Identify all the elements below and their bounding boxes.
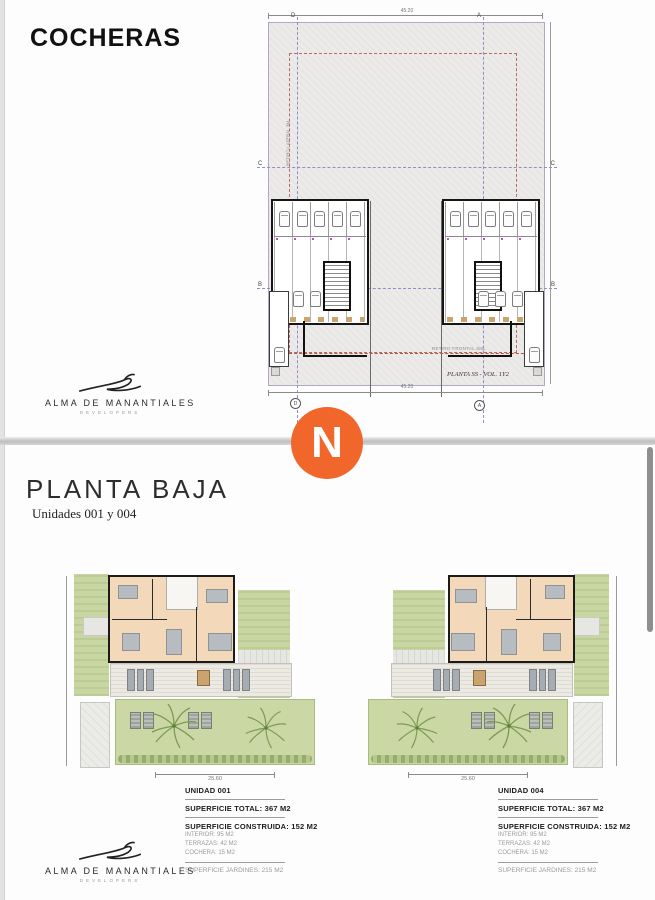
dining-set bbox=[127, 669, 154, 691]
dim-bottom-label: 45.20 bbox=[400, 384, 414, 390]
logo-name: ALMA DE MANANTIALES bbox=[45, 398, 196, 408]
car-icon bbox=[450, 211, 461, 227]
axis-bubble-d: D bbox=[290, 398, 301, 409]
separator bbox=[185, 862, 285, 863]
unit-004-summary bbox=[498, 786, 633, 874]
car-icon bbox=[478, 291, 489, 307]
separator bbox=[185, 817, 285, 818]
palm-tree-icon bbox=[485, 702, 533, 750]
unit-built: SUPERFICIE CONSTRUIDA: 152 M2 bbox=[498, 822, 631, 831]
axis-label-a-top: A bbox=[477, 13, 482, 19]
separator bbox=[498, 799, 598, 800]
unit-terraces: TERRAZAS: 42 M2 bbox=[498, 841, 551, 847]
car-icon bbox=[495, 291, 506, 307]
roof-patch bbox=[166, 577, 198, 610]
logo-swirl-icon bbox=[75, 370, 145, 396]
axis-label-b-left: B bbox=[258, 282, 263, 288]
unit-interior: INTERIOR: 95 M2 bbox=[498, 832, 547, 838]
furniture bbox=[122, 633, 140, 651]
driveway-paving bbox=[80, 702, 110, 768]
floorplan-unit-001 bbox=[60, 562, 315, 794]
brand-n-letter: N bbox=[311, 418, 343, 467]
separator bbox=[498, 862, 598, 863]
front-setback-label: RETIRO FRONTAL 5ML bbox=[431, 346, 487, 351]
car-icon bbox=[310, 291, 321, 307]
unit-001-summary bbox=[185, 786, 320, 874]
plan-caption: PLANTA SS - VOL. 1Y2 bbox=[447, 371, 509, 378]
car-icon bbox=[485, 211, 496, 227]
corner-mark bbox=[271, 367, 280, 376]
floorplan-unit-004 bbox=[368, 562, 623, 794]
unit-gardens: SUPERFICIE JARDINES: 215 M2 bbox=[498, 867, 597, 874]
separator bbox=[498, 817, 598, 818]
stall-row bbox=[274, 202, 366, 237]
page2-subtitle: Unidades 001 y 004 bbox=[32, 506, 137, 521]
interior-wall bbox=[112, 619, 167, 620]
plan-dim-label: 25.60 bbox=[461, 776, 475, 782]
ramp-edge-left bbox=[370, 201, 371, 397]
scrollbar-thumb[interactable] bbox=[647, 447, 653, 632]
dim-right-line bbox=[550, 22, 551, 384]
dim-bottom-line bbox=[268, 392, 543, 393]
unit-garage: COCHERA: 15 M2 bbox=[185, 850, 236, 856]
plan-vdim bbox=[66, 576, 67, 766]
palm-tree-icon bbox=[395, 706, 439, 750]
entry-path bbox=[83, 617, 110, 636]
furniture bbox=[166, 629, 182, 655]
plan-dim-line bbox=[155, 774, 275, 775]
ramp-edge-right bbox=[441, 201, 442, 397]
page1-title: COCHERAS bbox=[30, 24, 182, 52]
logo-name: ALMA DE MANANTIALES bbox=[45, 866, 196, 876]
car-icon bbox=[468, 211, 479, 227]
unit-interior: INTERIOR: 95 M2 bbox=[185, 832, 234, 838]
dining-set bbox=[223, 669, 250, 691]
dim-top-line bbox=[268, 15, 543, 16]
unit-name: UNIDAD 004 bbox=[498, 786, 544, 795]
corner-mark bbox=[533, 367, 542, 376]
palm-tree-icon bbox=[150, 702, 198, 750]
plan-dim-label: 25.60 bbox=[208, 776, 222, 782]
unit-total: SUPERFICIE TOTAL: 367 M2 bbox=[498, 804, 604, 813]
car-icon bbox=[350, 211, 361, 227]
unit-garage: COCHERA: 15 M2 bbox=[498, 850, 549, 856]
side-parking-left bbox=[269, 291, 289, 367]
car-icon bbox=[512, 291, 523, 307]
logo-swirl-icon bbox=[75, 838, 145, 864]
terrace-wall-left bbox=[303, 321, 367, 357]
developer-logo bbox=[45, 370, 196, 415]
lot-area bbox=[258, 13, 555, 386]
car-icon bbox=[332, 211, 343, 227]
furniture bbox=[208, 633, 232, 651]
lawn bbox=[115, 699, 315, 765]
hedge bbox=[118, 755, 312, 763]
grill-table bbox=[197, 670, 210, 686]
stall-row bbox=[445, 202, 537, 237]
lounge-chair bbox=[201, 712, 212, 729]
car-icon bbox=[293, 291, 304, 307]
brand-n-badge bbox=[291, 407, 363, 479]
terrace-wall-right bbox=[448, 321, 512, 357]
developer-logo bbox=[45, 838, 196, 883]
logo-tagline: DEVELOPERS bbox=[79, 878, 141, 883]
axis-bubble-a: A bbox=[474, 400, 485, 411]
terrace-deck bbox=[110, 663, 292, 697]
cocheras-plan bbox=[258, 8, 555, 409]
car-icon bbox=[503, 211, 514, 227]
car-icon bbox=[314, 211, 325, 227]
page2-title: PLANTA BAJA bbox=[26, 474, 230, 504]
unit-name: UNIDAD 001 bbox=[185, 786, 231, 795]
unit-terraces: TERRAZAS: 42 M2 bbox=[185, 841, 238, 847]
lateral-setback-label: RETIRO LATERAL 3M bbox=[285, 120, 291, 167]
interior-wall bbox=[152, 579, 153, 619]
dim-top-label: 45.20 bbox=[400, 8, 414, 14]
car-icon bbox=[521, 211, 532, 227]
page-left-edge bbox=[0, 0, 5, 900]
unit-total: SUPERFICIE TOTAL: 367 M2 bbox=[185, 804, 291, 813]
furniture bbox=[118, 585, 138, 599]
unit-gardens: SUPERFICIE JARDINES: 215 M2 bbox=[185, 867, 284, 874]
furniture bbox=[206, 589, 228, 603]
separator bbox=[185, 799, 285, 800]
palm-tree-icon bbox=[244, 706, 288, 750]
car-icon bbox=[297, 211, 308, 227]
house-footprint bbox=[108, 575, 235, 663]
unit-built: SUPERFICIE CONSTRUIDA: 152 M2 bbox=[185, 822, 318, 831]
mirrored-plan bbox=[368, 562, 623, 794]
side-parking-right bbox=[524, 291, 544, 367]
axis-label-b-right: B bbox=[550, 282, 555, 288]
axis-label-c-left: C bbox=[258, 161, 263, 167]
car-icon bbox=[274, 347, 285, 363]
axis-label-d-top: D bbox=[291, 13, 296, 19]
lounge-chair bbox=[130, 712, 141, 729]
logo-tagline: DEVELOPERS bbox=[79, 410, 141, 415]
car-icon bbox=[279, 211, 290, 227]
axis-label-c-right: C bbox=[550, 161, 555, 167]
interior-wall bbox=[196, 607, 197, 661]
axis-line-c bbox=[257, 167, 557, 168]
car-icon bbox=[529, 347, 540, 363]
